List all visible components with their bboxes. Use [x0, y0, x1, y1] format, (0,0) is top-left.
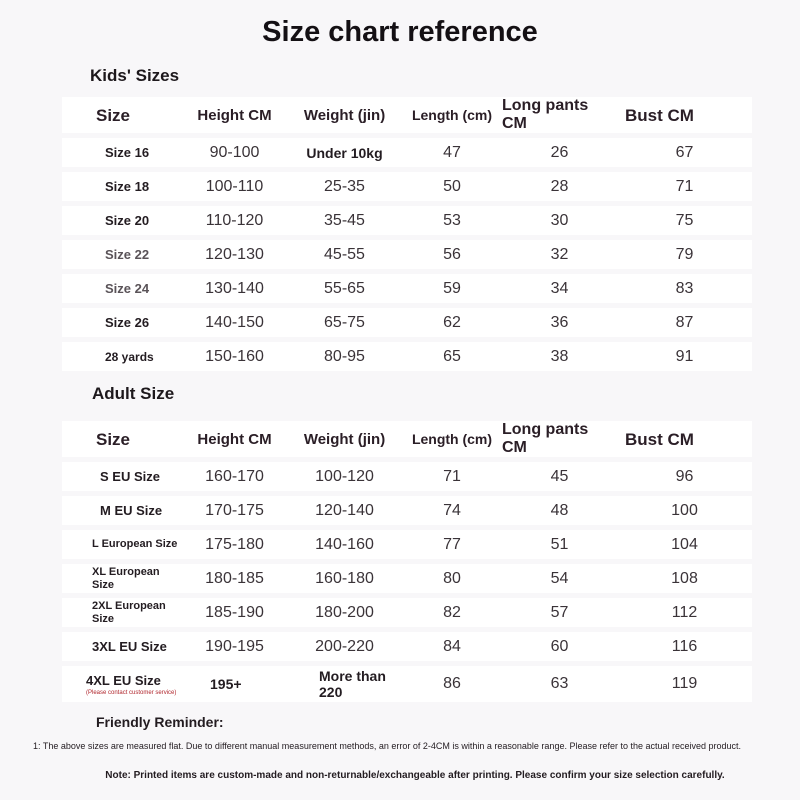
size-label: Size 16 — [62, 138, 182, 167]
weight-value: 25-35 — [287, 172, 402, 201]
table-header-row — [62, 421, 752, 457]
size-label: 4XL EU Size — [86, 672, 161, 688]
weight-value: Under 10kg — [287, 138, 402, 167]
table-row — [62, 598, 752, 627]
kids-size-table — [62, 92, 752, 376]
weight-value: 120-140 — [287, 496, 402, 525]
weight-value: 200-220 — [287, 632, 402, 661]
size-label-cell — [62, 666, 182, 702]
header-size: Size — [62, 97, 182, 133]
table-header-row — [62, 97, 752, 133]
pants-value: 57 — [502, 598, 617, 627]
bust-value: 79 — [617, 240, 752, 269]
bust-value: 87 — [617, 308, 752, 337]
table-row — [62, 632, 752, 661]
header-height: Height CM — [182, 97, 287, 133]
bust-value: 71 — [617, 172, 752, 201]
length-value: 56 — [402, 240, 502, 269]
bust-value: 116 — [617, 632, 752, 661]
table-row — [62, 564, 752, 593]
length-value: 50 — [402, 172, 502, 201]
size-label: S EU Size — [62, 462, 182, 491]
table-row — [62, 274, 752, 303]
pants-value: 28 — [502, 172, 617, 201]
weight-value: 55-65 — [287, 274, 402, 303]
table-row — [62, 530, 752, 559]
table-row — [62, 172, 752, 201]
pants-value: 26 — [502, 138, 617, 167]
header-size: Size — [62, 421, 182, 457]
table-row — [62, 462, 752, 491]
pants-value: 38 — [502, 342, 617, 371]
size-label: Size 26 — [62, 308, 182, 337]
table-row — [62, 496, 752, 525]
pants-value: 30 — [502, 206, 617, 235]
table-row — [62, 666, 752, 702]
length-value: 62 — [402, 308, 502, 337]
reminder-title: Friendly Reminder: — [96, 714, 224, 730]
height-value: 140-150 — [182, 308, 287, 337]
pants-value: 54 — [502, 564, 617, 593]
reminder-text: 1: The above sizes are measured flat. Due to different manual measurement methods, an error of 2-4CM is within a reasonable range. Please refer to the actual received product. — [33, 741, 742, 751]
weight-value: 160-180 — [287, 564, 402, 593]
size-label: Size 22 — [62, 240, 182, 269]
height-value: 120-130 — [182, 240, 287, 269]
pants-value: 63 — [502, 666, 617, 702]
table-row — [62, 342, 752, 371]
table-row — [62, 308, 752, 337]
weight-value: 35-45 — [287, 206, 402, 235]
length-value: 74 — [402, 496, 502, 525]
pants-value: 32 — [502, 240, 617, 269]
weight-value: More than 220 — [287, 666, 402, 702]
pants-value: 51 — [502, 530, 617, 559]
note-text: Note: Printed items are custom-made and non-returnable/exchangeable after printing. Please confirm your size selection carefully. — [105, 770, 725, 781]
pants-value: 45 — [502, 462, 617, 491]
height-value: 175-180 — [182, 530, 287, 559]
size-label: 2XL European Size — [62, 598, 182, 627]
header-weight: Weight (jin) — [287, 97, 402, 133]
height-value: 130-140 — [182, 274, 287, 303]
length-value: 65 — [402, 342, 502, 371]
bust-value: 104 — [617, 530, 752, 559]
size-label: Size 18 — [62, 172, 182, 201]
length-value: 86 — [402, 666, 502, 702]
header-length: Length (cm) — [402, 97, 502, 133]
length-value: 47 — [402, 138, 502, 167]
length-value: 84 — [402, 632, 502, 661]
size-label: M EU Size — [62, 496, 182, 525]
table-row — [62, 138, 752, 167]
contact-service-note: (Please contact customer service) — [86, 689, 177, 696]
height-value: 150-160 — [182, 342, 287, 371]
height-value: 180-185 — [182, 564, 287, 593]
weight-value: 65-75 — [287, 308, 402, 337]
weight-value: 100-120 — [287, 462, 402, 491]
adult-section-title: Adult Size — [92, 384, 175, 403]
adult-size-table — [62, 416, 752, 707]
kids-section-title: Kids' Sizes — [90, 66, 180, 85]
bust-value: 67 — [617, 138, 752, 167]
height-value: 110-120 — [182, 206, 287, 235]
header-weight: Weight (jin) — [287, 421, 402, 457]
height-value: 100-110 — [182, 172, 287, 201]
header-long-pants: Long pants CM — [502, 97, 617, 133]
size-label: Size 24 — [62, 274, 182, 303]
size-label: 3XL EU Size — [62, 632, 182, 661]
height-value: 195+ — [182, 666, 287, 702]
pants-value: 36 — [502, 308, 617, 337]
header-bust: Bust CM — [617, 97, 752, 133]
size-label: 28 yards — [62, 342, 182, 371]
length-value: 59 — [402, 274, 502, 303]
table-row — [62, 240, 752, 269]
bust-value: 119 — [617, 666, 752, 702]
size-label: L European Size — [62, 530, 182, 559]
height-value: 160-170 — [182, 462, 287, 491]
table-row — [62, 206, 752, 235]
weight-value: 80-95 — [287, 342, 402, 371]
length-value: 53 — [402, 206, 502, 235]
height-value: 190-195 — [182, 632, 287, 661]
size-label: XL European Size — [62, 564, 182, 593]
bust-value: 91 — [617, 342, 752, 371]
length-value: 71 — [402, 462, 502, 491]
pants-value: 60 — [502, 632, 617, 661]
pants-value: 48 — [502, 496, 617, 525]
pants-value: 34 — [502, 274, 617, 303]
header-long-pants: Long pants CM — [502, 421, 617, 457]
bust-value: 108 — [617, 564, 752, 593]
header-height: Height CM — [182, 421, 287, 457]
header-length: Length (cm) — [402, 421, 502, 457]
bust-value: 75 — [617, 206, 752, 235]
bust-value: 96 — [617, 462, 752, 491]
page-title: Size chart reference — [262, 16, 538, 48]
size-label: Size 20 — [62, 206, 182, 235]
height-value: 170-175 — [182, 496, 287, 525]
weight-value: 45-55 — [287, 240, 402, 269]
height-value: 185-190 — [182, 598, 287, 627]
weight-value: 180-200 — [287, 598, 402, 627]
weight-value: 140-160 — [287, 530, 402, 559]
bust-value: 83 — [617, 274, 752, 303]
length-value: 77 — [402, 530, 502, 559]
length-value: 82 — [402, 598, 502, 627]
bust-value: 100 — [617, 496, 752, 525]
height-value: 90-100 — [182, 138, 287, 167]
header-bust: Bust CM — [617, 421, 752, 457]
bust-value: 112 — [617, 598, 752, 627]
length-value: 80 — [402, 564, 502, 593]
